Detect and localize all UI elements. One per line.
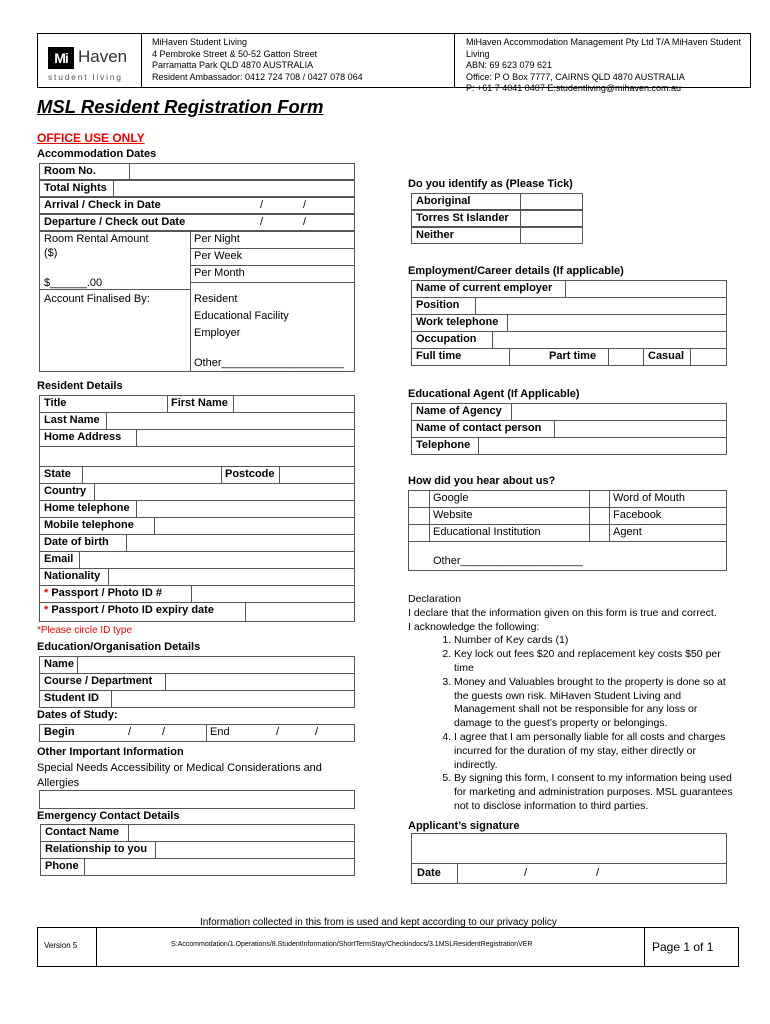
declaration-item: 5. By signing this form, I consent to my information being used for marketing and administration purposes. MSL guarantees not to disclose information to third parties. bbox=[454, 772, 738, 813]
date-separator: / bbox=[260, 216, 264, 228]
date-separator: / bbox=[276, 726, 280, 738]
home-address-label: Home Address bbox=[44, 431, 122, 443]
date-separator: / bbox=[162, 726, 166, 738]
emergency-heading: Emergency Contact Details bbox=[37, 810, 180, 822]
end-label: End bbox=[210, 726, 230, 738]
identify-neither-option[interactable]: Neither bbox=[411, 227, 583, 244]
employment-table bbox=[411, 280, 727, 366]
first-name-label: First Name bbox=[171, 397, 228, 409]
signature-heading: Applicant’s signature bbox=[408, 820, 520, 832]
arrival-label: Arrival / Check in Date bbox=[44, 199, 161, 211]
occupation-label: Occupation bbox=[416, 333, 477, 345]
agent-telephone-label: Telephone bbox=[416, 439, 471, 451]
file-path: S:Accommodation/1.Operations/8.StudentInformation/ShortTermStay/Checkindocs/3.1MSLResidentRegistrationVER bbox=[171, 941, 533, 948]
logo bbox=[38, 34, 142, 87]
finalised-label: Account Finalised By: bbox=[44, 293, 150, 305]
address-line: Parramatta Park QLD 4870 AUSTRALIA bbox=[152, 60, 314, 70]
emergency-phone-label: Phone bbox=[45, 860, 79, 872]
company-line: ABN: 69 623 079 621 bbox=[466, 60, 553, 70]
hear-website-option[interactable]: Website bbox=[433, 509, 473, 521]
identify-torres-option[interactable]: Torres St Islander bbox=[411, 210, 583, 227]
hear-facebook-option[interactable]: Facebook bbox=[613, 509, 662, 521]
office-use-heading: OFFICE USE ONLY bbox=[37, 131, 145, 145]
address-line: MiHaven Student Living bbox=[152, 37, 248, 47]
logo-mark: Mi bbox=[48, 47, 74, 69]
rental-block bbox=[39, 231, 355, 372]
declaration-line: I declare that the information given on this form is true and correct. bbox=[408, 606, 717, 619]
company-line: Office: P O Box 7777, CAIRNS QLD 4870 AUSTRALIA bbox=[466, 71, 685, 82]
letterhead bbox=[37, 33, 751, 93]
address-line: Resident Ambassador: 0412 724 708 / 0427 078 064 bbox=[152, 71, 363, 82]
important-info-field[interactable] bbox=[39, 790, 355, 809]
finalised-employer-option[interactable]: Employer bbox=[194, 327, 241, 339]
declaration bbox=[408, 593, 738, 814]
hear-google-option[interactable]: Google bbox=[433, 492, 469, 504]
rent-label: Room Rental Amount bbox=[44, 233, 149, 245]
hear-heading: How did you hear about us? bbox=[408, 475, 556, 487]
education-table bbox=[39, 656, 355, 708]
education-heading: Education/Organisation Details bbox=[37, 641, 201, 653]
hear-word-of-mouth-option[interactable]: Word of Mouth bbox=[613, 492, 685, 504]
declaration-heading: Declaration bbox=[408, 593, 462, 605]
total-nights-field[interactable] bbox=[113, 180, 355, 197]
departure-date-field[interactable] bbox=[39, 214, 355, 231]
per-month-option[interactable]: Per Month bbox=[194, 267, 245, 279]
edu-name-label: Name bbox=[44, 658, 74, 670]
relationship-label: Relationship to you bbox=[45, 843, 148, 855]
signature-field[interactable] bbox=[411, 833, 727, 864]
signature-date-label: Date bbox=[417, 867, 441, 879]
signature-date-field[interactable] bbox=[411, 863, 727, 884]
arrival-date-field[interactable] bbox=[39, 197, 355, 214]
address-line: 4 Pembroke Street & 50-52 Gatton Street bbox=[152, 48, 318, 59]
hear-other-field[interactable]: Other____________________ bbox=[433, 555, 583, 567]
finalised-facility-option[interactable]: Educational Facility bbox=[194, 310, 289, 322]
date-separator: / bbox=[315, 726, 319, 738]
company-line: P: +61 7 4041 0407 E:studentliving@mihaven.com.au bbox=[466, 83, 682, 93]
footer bbox=[37, 927, 739, 967]
finalised-other-field[interactable]: Other____________________ bbox=[194, 357, 344, 369]
page-number: Page 1 of 1 bbox=[652, 940, 714, 954]
dates-of-study-heading: Dates of Study: bbox=[37, 709, 118, 721]
per-night-option[interactable]: Per Night bbox=[194, 233, 240, 245]
hear-institution-option[interactable]: Educational Institution bbox=[433, 526, 541, 538]
title-label: Title bbox=[44, 397, 67, 409]
hear-table bbox=[408, 490, 727, 571]
identify-aboriginal-option[interactable]: Aboriginal bbox=[411, 193, 583, 210]
company-block bbox=[456, 34, 750, 93]
emergency-table bbox=[40, 824, 355, 876]
passport-id-label: * Passport / Photo ID # bbox=[44, 587, 162, 599]
agency-label: Name of Agency bbox=[416, 405, 502, 417]
total-nights-label: Total Nights bbox=[39, 180, 114, 197]
casual-option[interactable]: Casual bbox=[648, 350, 685, 362]
mobile-telephone-label: Mobile telephone bbox=[44, 519, 134, 531]
state-label: State bbox=[44, 468, 71, 480]
employment-heading: Employment/Career details (If applicable) bbox=[408, 265, 624, 277]
address-block bbox=[142, 34, 455, 87]
date-separator: / bbox=[524, 867, 528, 879]
room-no-field[interactable] bbox=[129, 163, 355, 180]
important-text: Special Needs Accessibility or Medical Considerations and Allergies bbox=[37, 762, 322, 789]
nationality-label: Nationality bbox=[44, 570, 101, 582]
declaration-item: 2. Key lock out fees $20 and replacement key costs $50 per time bbox=[454, 648, 738, 676]
room-no-label: Room No. bbox=[39, 163, 130, 180]
privacy-note: Information collected in this from is used and kept according to our privacy policy bbox=[200, 917, 557, 928]
country-label: Country bbox=[44, 485, 87, 497]
postcode-label: Postcode bbox=[225, 468, 275, 480]
work-telephone-label: Work telephone bbox=[416, 316, 499, 328]
employer-label: Name of current employer bbox=[416, 282, 553, 294]
last-name-label: Last Name bbox=[44, 414, 100, 426]
date-separator: / bbox=[260, 199, 264, 211]
logo-name: Haven bbox=[78, 47, 128, 66]
rent-unit: ($) bbox=[44, 247, 58, 259]
part-time-option[interactable]: Part time bbox=[549, 350, 597, 362]
declaration-item: 3. Money and Valuables brought to the property is done so at the guests own risk. MiHaven Student Living and Management shall not be responsible for any loss or damage to the guest’s property or belongings. bbox=[454, 676, 738, 731]
identify-heading: Do you identify as (Please Tick) bbox=[408, 178, 573, 190]
form-title: MSL Resident Registration Form bbox=[37, 96, 324, 117]
declaration-item: 1. Number of Key cards (1) bbox=[454, 634, 738, 648]
agent-contact-label: Name of contact person bbox=[416, 422, 542, 434]
date-separator: / bbox=[303, 216, 307, 228]
agent-heading: Educational Agent (If Applicable) bbox=[408, 388, 580, 400]
date-separator: / bbox=[303, 199, 307, 211]
position-label: Position bbox=[416, 299, 460, 311]
emergency-contact-label: Contact Name bbox=[45, 826, 119, 838]
resident-table bbox=[39, 395, 355, 622]
departure-label: Departure / Check out Date bbox=[44, 216, 186, 228]
home-telephone-label: Home telephone bbox=[44, 502, 130, 514]
agent-table bbox=[411, 403, 727, 455]
date-separator: / bbox=[596, 867, 600, 879]
begin-label: Begin bbox=[44, 726, 75, 738]
hear-agent-option[interactable]: Agent bbox=[613, 526, 642, 538]
date-separator: / bbox=[128, 726, 132, 738]
version-label: Version 5 bbox=[44, 941, 78, 950]
rent-amount-field[interactable]: $______.00 bbox=[44, 277, 103, 289]
logo-tagline: student living bbox=[48, 72, 123, 82]
company-line: MiHaven Accommodation Management Pty Ltd T/A MiHaven Student Living bbox=[466, 37, 741, 59]
declaration-item: 4. I agree that I am personally liable for all costs and charges incurred for the duration of my stay, either directly or indirectly. bbox=[454, 731, 738, 772]
student-id-label: Student ID bbox=[44, 692, 99, 704]
resident-heading: Resident Details bbox=[37, 380, 123, 392]
email-label: Email bbox=[44, 553, 74, 565]
finalised-resident-option[interactable]: Resident bbox=[194, 293, 238, 305]
passport-expiry-label: * Passport / Photo ID expiry date bbox=[44, 604, 214, 616]
per-week-option[interactable]: Per Week bbox=[194, 250, 243, 262]
date-of-birth-label: Date of birth bbox=[44, 536, 109, 548]
declaration-list bbox=[432, 634, 738, 813]
study-dates-field[interactable] bbox=[39, 724, 355, 742]
id-type-note: *Please circle ID type bbox=[37, 625, 133, 636]
important-heading: Other Important Information bbox=[37, 746, 184, 758]
declaration-line: I acknowledge the following: bbox=[408, 620, 540, 633]
full-time-option[interactable]: Full time bbox=[416, 350, 462, 362]
course-label: Course / Department bbox=[44, 675, 153, 687]
accommodation-dates-heading: Accommodation Dates bbox=[37, 148, 157, 160]
